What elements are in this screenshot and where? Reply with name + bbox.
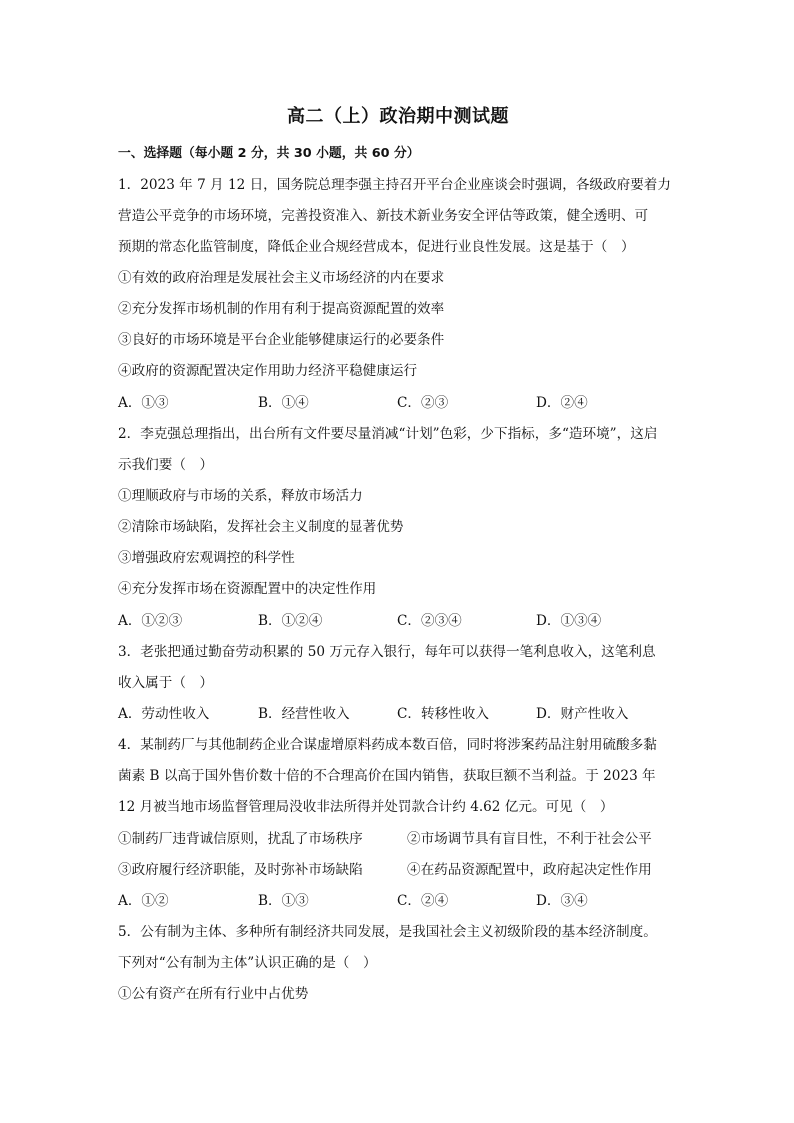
q1-option-d: D．②④ xyxy=(536,395,588,411)
q2-option-a: A．①②③ xyxy=(118,613,183,629)
q1-statement-4: ④政府的资源配置决定作用助力经济平稳健康运行 xyxy=(118,363,418,379)
q1-stem-line-3: 预期的常态化监管制度，降低企业合规经营成本，促进行业良性发展。这是基于（ ） xyxy=(118,239,635,255)
q1-statement-3: ③良好的市场环境是平台企业能够健康运行的必要条件 xyxy=(118,332,445,348)
q1-stem-line-2: 营造公平竞争的市场环境，完善投资准入、新技术新业务安全评估等政策，健全透明、可 xyxy=(118,208,649,224)
q1-stem-line-1: 1．2023 年 7 月 12 日，国务院总理李强主持召开平台企业座谈会时强调，各级政府要着力 xyxy=(118,177,671,193)
q2-stem-line-2: 示我们要（ ） xyxy=(118,457,214,473)
q1-option-b: B．①④ xyxy=(258,395,309,411)
q3-option-a: A．劳动性收入 xyxy=(118,706,210,722)
exam-page xyxy=(118,0,678,1123)
q3-stem-line-2: 收入属于（ ） xyxy=(118,675,214,691)
q4-option-c: C．②④ xyxy=(397,893,449,909)
q3-option-d: D．财产性收入 xyxy=(536,706,629,722)
q1-option-a: A．①③ xyxy=(118,395,169,411)
q2-statement-4: ④充分发挥市场在资源配置中的决定性作用 xyxy=(118,581,377,597)
q3-option-c: C．转移性收入 xyxy=(397,706,489,722)
q4-option-a: A．①② xyxy=(118,893,169,909)
page-title: 高二（上）政治期中测试题 xyxy=(287,106,509,127)
q5-stem-line-2: 下列对“公有制为主体”认识正确的是（ ） xyxy=(118,955,377,971)
q4-stem-line-2: 菌素 B 以高于国外售价数十倍的不合理高价在国内销售，获取巨额不当利益。于 2023 年 xyxy=(118,768,656,784)
q2-stem-line-1: 2．李克强总理指出，出台所有文件要尽量消减“计划”色彩，少下指标，多“造环境”，这启 xyxy=(118,426,658,442)
q4-statement-2: ②市场调节具有盲目性，不利于社会公平 xyxy=(407,831,652,847)
q4-option-b: B．①③ xyxy=(258,893,309,909)
q4-stem-line-1: 4．某制药厂与其他制药企业合谋虚增原料药成本数百倍，同时将涉案药品注射用硫酸多黏 xyxy=(118,737,657,753)
section-heading: 一、选择题（每小题 2 分，共 30 小题，共 60 分） xyxy=(118,146,420,161)
q4-stem-line-3: 12 月被当地市场监督管理局没收非法所得并处罚款合计约 4.62 亿元。可见（ ） xyxy=(118,799,614,815)
q2-statement-3: ③增强政府宏观调控的科学性 xyxy=(118,550,295,566)
q4-statement-3: ③政府履行经济职能，及时弥补市场缺陷 xyxy=(118,862,363,878)
q3-option-b: B．经营性收入 xyxy=(258,706,350,722)
q3-stem-line-1: 3．老张把通过勤奋劳动积累的 50 万元存入银行，每年可以获得一笔利息收入，这笔利息 xyxy=(118,644,656,660)
q2-option-c: C．②③④ xyxy=(397,613,462,629)
q1-option-c: C．②③ xyxy=(397,395,449,411)
q1-statement-1: ①有效的政府治理是发展社会主义市场经济的内在要求 xyxy=(118,270,445,286)
q2-statement-2: ②清除市场缺陷，发挥社会主义制度的显著优势 xyxy=(118,519,404,535)
q1-statement-2: ②充分发挥市场机制的作用有利于提高资源配置的效率 xyxy=(118,301,445,317)
q2-option-d: D．①③④ xyxy=(536,613,602,629)
q4-statement-1: ①制药厂违背诚信原则，扰乱了市场秩序 xyxy=(118,831,363,847)
q2-statement-1: ①理顺政府与市场的关系，释放市场活力 xyxy=(118,488,363,504)
q5-stem-line-1: 5．公有制为主体、多种所有制经济共同发展，是我国社会主义初级阶段的基本经济制度。 xyxy=(118,924,657,940)
q5-statement-1: ①公有资产在所有行业中占优势 xyxy=(118,986,309,1002)
q4-option-d: D．③④ xyxy=(536,893,588,909)
q2-option-b: B．①②④ xyxy=(258,613,323,629)
q4-statement-4: ④在药品资源配置中，政府起决定性作用 xyxy=(407,862,652,878)
